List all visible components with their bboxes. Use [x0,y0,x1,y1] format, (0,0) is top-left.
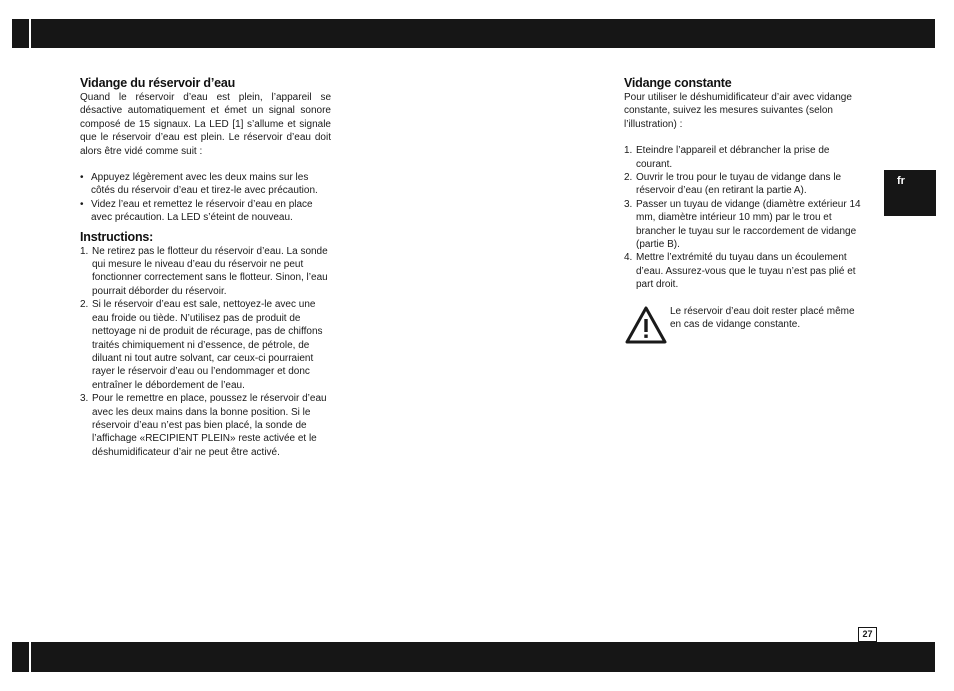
footer-bar [12,642,935,672]
warning-text: Le réservoir d’eau doit rester placé même en cas de vidange constante. [670,305,855,331]
step-number: 1. [80,245,89,257]
list-item [624,198,866,252]
bullet-item: • Videz l’eau et remettez le réservoir d’eau en place avec précaution. La LED s’éteint de nouveau. [80,198,331,225]
heading-constant-draining: Vidange constante [624,76,732,90]
instructions-list [80,245,331,460]
step-text: Ouvrir le trou pour le tuyau de vidange dans le réservoir d’eau (en retirant la partie A). [636,172,842,197]
header-bar-notch [29,19,31,48]
bullet-item: • Appuyez légèrement avec les deux mains sur les côtés du réservoir d’eau et tirez-le avec précaution. [80,171,331,198]
step-text: Passer un tuyau de vidange (diamètre extérieur 14 mm, diamètre intérieur 10 mm) par le trou et brancher le tuyau sur le raccordement de vidange (partie B). [636,198,861,251]
step-text: Ne retirez pas le flotteur du réservoir d’eau. La sonde qui mesure le niveau d’eau du réservoir ne peut fonctionner correctement sans le flotteur. Sinon, l’eau pourrait déborder du réservoir. [92,245,328,297]
list-item [624,251,866,291]
list-item [80,298,331,392]
heading-water-tank-draining: Vidange du réservoir d’eau [80,76,236,90]
language-tab-label: fr [897,175,905,187]
header-bar [12,19,935,48]
step-number: 3. [624,198,633,210]
constant-draining-steps [624,144,866,291]
step-number: 4. [624,252,633,264]
warning-triangle-icon [624,305,668,345]
list-item [624,144,866,171]
step-number: 1. [624,145,633,157]
step-text: Pour le remettre en place, poussez le réservoir d’eau avec les deux mains dans la bonne position. Si le réservoir d’eau n’est pas bien placé, la sonde de l’affichage «RECIPIENT PLEIN» reste activée et le déshumidificateur d’air ne peut être activé. [92,393,327,458]
step-text: Eteindre l’appareil et débrancher la prise de courant. [636,145,830,170]
page-number: 27 [858,627,877,642]
intro-paragraph: Pour utiliser le déshumidificateur d’air avec vidange constante, suivez les mesures suivantes (selon l’illustration) : [624,92,852,130]
footer-bar-notch [29,642,31,672]
left-column [80,76,331,459]
bullet-list [80,171,331,225]
right-column [624,76,866,345]
heading-instructions: Instructions: [80,229,154,244]
list-item [80,392,331,459]
intro-paragraph: Quand le réservoir d’eau est plein, l’appareil se désactive automatiquement et émet un signal sonore composé de 15 signaux. La LED [1] s’allume et signale que le réservoir d’eau est plein. Le réservoir d’eau doit alors être vidé comme suit : [80,92,331,157]
step-number: 2. [624,172,633,184]
step-text: Si le réservoir d’eau est sale, nettoyez-le avec une eau froide ou tiède. N’utilisez pas de produit de nettoyage ni de produit de récurage, pas de chiffons traités chimiquement ni d’essence, de pétrole, de diluant ni tout autre solvant, car ceux-ci pourraient rayer le réservoir d’eau ou l’endommager et donc entraîner le débordement de l’eau. [92,299,323,391]
list-item [624,171,866,198]
step-text: Mettre l’extrémité du tuyau dans un écoulement d’eau. Assurez-vous que le tuyau n’est pas plié et part droit. [636,252,856,291]
warning-note [624,305,866,345]
step-number: 3. [80,393,89,405]
step-number: 2. [80,299,89,311]
list-item [80,245,331,299]
language-tab [884,170,936,216]
